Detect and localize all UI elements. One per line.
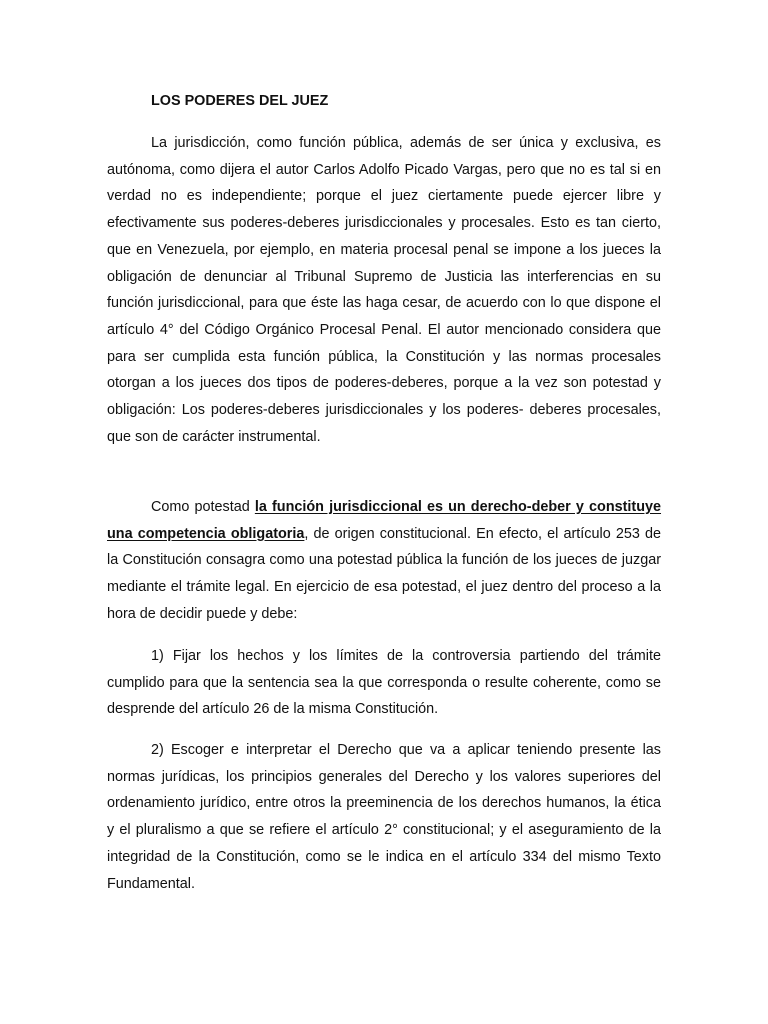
paragraph-potestad (107, 494, 661, 628)
list-item-2: 2) Escoger e interpretar el Derecho que va a aplicar teniendo presente las normas jurídicas, los principios generales del Derecho y los valores superiores del ordenamiento jurídico, entre otros la preeminencia de los derechos humanos, la ética y el pluralismo a que se refiere el artículo 2° constitucional; y el aseguramiento de la integridad de la Constitución, como se le indica en el artículo 334 del mismo Texto Fundamental. (107, 742, 661, 892)
paragraph-potestad-rest: , de origen constitucional. En efecto, el artículo 253 de la Constitución consagra como una potestad pública la función de los jueces de juzgar mediante el trámite legal. En ejercicio de esa potestad, el juez dentro del proceso a la hora de decidir puede y debe: (107, 525, 661, 622)
list-item-1: 1) Fijar los hechos y los límites de la controversia partiendo del trámite cumplido para que la sentencia sea la que corresponda o resulte coherente, como se desprende del artículo 26 de la misma Constitución. (107, 648, 661, 718)
paragraph-jurisdiccion: La jurisdicción, como función pública, además de ser única y exclusiva, es autónoma, como dijera el autor Carlos Adolfo Picado Vargas, pero que no es tal si en verdad no es independiente; porque el juez ciertamente puede ejercer libre y efectivamente sus poderes-deberes jurisdiccionales y procesales. Esto es tan cierto, que en Venezuela, por ejemplo, en materia procesal penal se impone a los jueces la obligación de denunciar al Tribunal Supremo de Justicia las interferencias en su función jurisdiccional, para que éste las haga cesar, de acuerdo con lo que dispone el artículo 4° del Código Orgánico Procesal Penal. El autor mencionado considera que para ser cumplida esta función pública, la Constitución y las normas procesales otorgan a los jueces dos tipos de poderes-deberes, porque a la vez son potestad y obligación: Los poderes-deberes jurisdiccionales y los poderes- deberes procesales, que son de carácter instrumental. (107, 135, 661, 445)
paragraph-potestad-lead: Como potestad (151, 499, 255, 515)
emphasized-phrase: la función jurisdiccional es un derecho-deber y constituye una competencia obligatoria (107, 499, 662, 542)
document-title: LOS PODERES DEL JUEZ (151, 93, 329, 109)
